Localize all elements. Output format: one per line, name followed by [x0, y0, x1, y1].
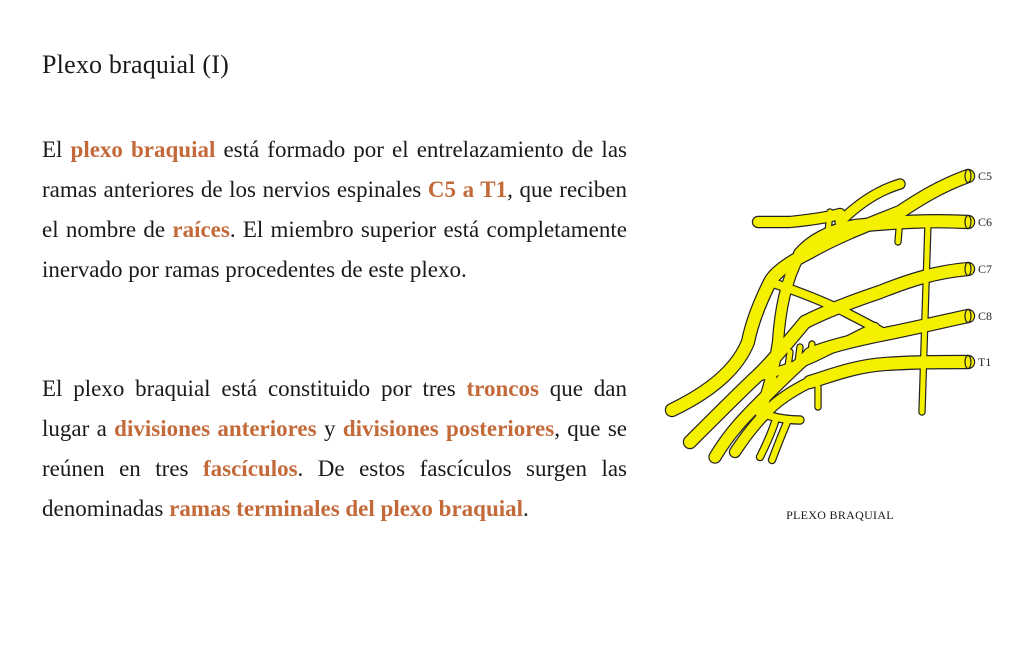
twig-2 [798, 347, 800, 362]
twig-5 [898, 217, 900, 242]
text-run: está formado por el entrelazamiento de las ramas anteriores de los nervios espinales [42, 137, 627, 202]
text-run: , que se reúnen en tres [42, 416, 628, 481]
root-end-c7 [965, 263, 971, 276]
highlight-term: raíces [172, 217, 230, 242]
root-label-c5: C5 [978, 169, 993, 183]
root-end-c6 [965, 216, 971, 229]
text-run: . El miembro superior está completamente inervado por ramas procedentes de este plexo. [42, 217, 627, 282]
text-run: El [42, 137, 71, 162]
root-label-c7: C7 [978, 262, 993, 276]
brachial-plexus-illustration [660, 162, 1000, 492]
root-end-t1 [965, 356, 971, 369]
highlight-term: divisiones posteriores [342, 416, 555, 441]
twig-1 [788, 352, 790, 367]
root-label-c6: C6 [978, 215, 993, 229]
intro-paragraph [42, 130, 627, 290]
highlight-term: fascículos [202, 456, 298, 481]
root-label-c8: C8 [978, 309, 993, 323]
highlight-term: divisiones anteriores [114, 416, 317, 441]
root-end-c8 [965, 310, 971, 323]
page-title: Plexo braquial (I) [42, 50, 229, 79]
twig-3 [810, 344, 812, 358]
twig-6 [828, 212, 830, 232]
root-end-c5 [965, 170, 971, 183]
text-run: El plexo braquial está constituido por tres [42, 376, 467, 401]
text-run: que dan lugar a [42, 376, 627, 441]
highlight-term: ramas terminales del plexo braquial [169, 496, 524, 521]
text-run: . [523, 496, 529, 521]
root-label-t1: T1 [978, 355, 992, 369]
root-t1 [810, 362, 968, 382]
highlight-term: troncos [466, 376, 539, 401]
figure-caption: PLEXO BRAQUIAL [786, 508, 894, 522]
highlight-term: C5 a T1 [427, 177, 508, 202]
structure-paragraph [42, 369, 627, 529]
text-run: y [316, 416, 343, 441]
text-run: . De estos fascículos surgen las denominadas [42, 456, 627, 521]
vertical-branch [922, 222, 928, 412]
highlight-term: plexo braquial [70, 137, 216, 162]
text-run: , que reciben el nombre de [42, 177, 627, 242]
